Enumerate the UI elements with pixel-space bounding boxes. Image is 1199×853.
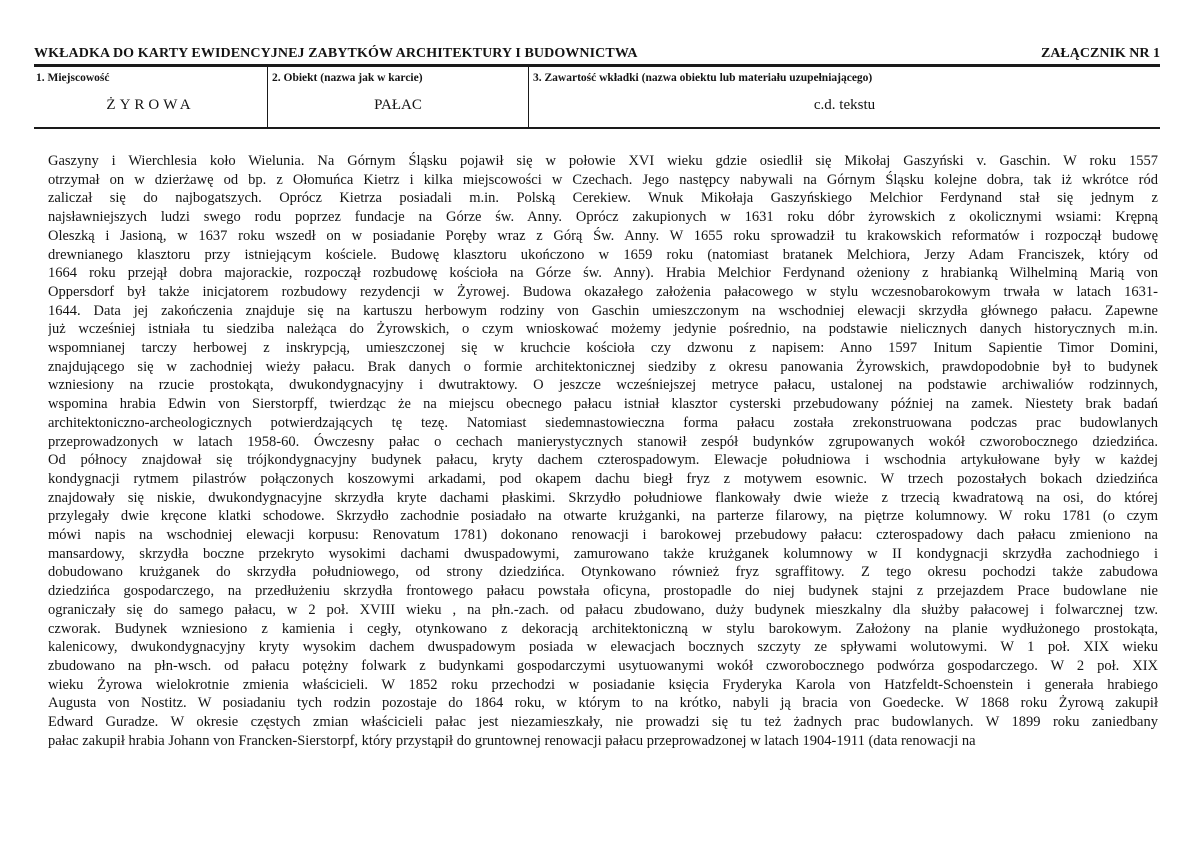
body-line: mansardowy, skrzydła boczne przekryto wysokimi dachami dwuspadowymi, zamurowano także krużganek kolumnowy w II kondygnacji skrzydła zachodniego i xyxy=(48,545,1158,562)
field-label: 2. Obiekt (nazwa jak w karcie) xyxy=(272,72,423,84)
annex-label: ZAŁĄCZNIK NR 1 xyxy=(1040,46,1160,61)
body-line: czworak. Budynek wzniesiono z kamienia i cegły, otynkowano z dekoracją architektoniczną w stylu barokowym. Założony na planie wydłużonego prostokąta, xyxy=(48,620,1158,637)
form-fields-row xyxy=(34,67,1160,129)
body-line: kalenicowy, dwukondygnacyjny kryty wysokim dachem dwuspadowym posiada w elewacjach bocznych szczyty ze spływami wolutowymi. W 1 poł. XIX wieku xyxy=(48,639,1158,656)
body-line: wspomnianej tarczy herbowej z inskrypcją, umieszczonej się w kruchcie kościoła czy dzwonu z napisem: Anno 1597 Initum Sapientie Timor Domini, xyxy=(48,340,1158,357)
field-label: 3. Zawartość wkładki (nazwa obiektu lub materiału uzupełniającego) xyxy=(533,72,873,84)
field-label: 1. Miejscowość xyxy=(36,72,110,84)
field-locality xyxy=(34,67,267,127)
body-line: dziedzińca gospodarczego, na przedłużeniu skrzydła frontowego pałacu powstała oficyna, prostopadle do niej budynek stajni z przejazdem Prace budowlane nie xyxy=(48,583,1158,600)
body-line: 1664 roku przejął dobra majorackie, rozpoczął rozbudowę kościoła na Górze św. Anny). Hrabia Melchior Ferdynand ożeniony z hrabianką Wilhelminą Marią von xyxy=(48,265,1158,282)
body-line: kondygnacji rytmem pilastrów połączonych koszowymi arkadami, pod okapem dachu biegł fryz z motywem esownic. W trzech pozostałych bokach dziedzińca xyxy=(48,470,1158,487)
body-line: Oleszką i Jasioną, w 1637 roku wszedł on w posiadanie Poręby wraz z Górą Św. Anny. W 1655 roku sprowadził tu krakowskich reformatów i rozpoczął budowę xyxy=(48,227,1158,244)
body-line: mówi napis na wschodniej elewacji korpusu: Renovatum 1781) dokonano renowacji i barokowej przebudowy pałacu: czterospadowy dach pałacu zmieniono na xyxy=(48,527,1158,544)
body-line: najsławniejszych ludzi swego rodu poprzez fundacje na Górze św. Anny. Oprócz zakupionych w 1631 roku dóbr żyrowskich z okolicznymi wsiami: Krępną xyxy=(48,209,1158,226)
body-line: wspomina hrabia Edwin von Sierstorpff, twierdząc że na miejscu obecnego pałacu istniał klasztor cysterski przebudowany później na zamek. Niestety brak badań xyxy=(48,396,1158,413)
form-title: WKŁADKA DO KARTY EWIDENCYJNEJ ZABYTKÓW ARCHITEKTURY I BUDOWNICTWA xyxy=(34,46,638,61)
body-line: otrzymał on w dzierżawę od bp. z Ołomuńca Kietrz i kilka miejscowości w Czechach. Jego następcy nabywali na Górnym Śląsku kolejne dobra, tak iż wkrótce ród xyxy=(48,171,1158,188)
body-line: architektoniczno-archeologicznych potwierdzających tę tezę. Natomiast siedemnastowieczna forma pałacu została zrekonstruowana podczas prac budowlanych xyxy=(48,414,1158,431)
body-line: znajdującego się w zachodniej wieży pałacu. Brak danych o formie architektonicznej siedziby z okresu panowania Żyrowskich, prawdopodobnie był to budynek xyxy=(48,358,1158,375)
body-line: dobudowano krużganek do skrzydła południowego, od strony dziedzińca. Otynkowano również fryz sgraffitowy. Z tego okresu pochodzi także zabudowa xyxy=(48,564,1158,581)
body-line: Gaszyny i Wierchlesia koło Wielunia. Na Górnym Śląsku pojawił się w połowie XVI wieku gdzie osiedlił się Mikołaj Gaszyński v. Gaschin. W roku 1557 xyxy=(48,153,1158,169)
body-line: zbudowano na płn-wsch. od pałacu potężny folwark z budynkami gospodarczymi usytuowanymi wokół czworobocznego podwórza gospodarczego. W 2 poł. XIX xyxy=(48,657,1158,674)
body-line: wzniesiony na rzucie prostokąta, dwukondygnacyjny i dwutraktowy. O jeszcze wcześniejszej metryce pałacu, ustalonej na podstawie archiwaliów rodzinnych, xyxy=(48,377,1158,394)
field-insert-content xyxy=(528,67,1160,127)
form-header xyxy=(34,46,1160,64)
body-line: ograniczały się do samego pałacu, w 2 poł. XVIII wieku , na płn.-zach. od pałacu zbudowano, duży budynek mieszkalny dla służby pałacowej i folwarcznej tzw. xyxy=(48,601,1158,618)
field-value: PAŁAC xyxy=(374,97,422,113)
body-line: znajdowały się niskie, dwukondygnacyjne skrzydła kryte dachami płaskimi. Skrzydło południowe flankowały dwie wieże z trzecią kwadratową na osi, do której xyxy=(48,489,1158,506)
field-value: ŻYROWA xyxy=(106,97,195,113)
field-object xyxy=(267,67,528,127)
body-line: pałac zakupił hrabia Johann von Francken-Sierstorpf, który przystąpił do gruntownej renowacji pałacu przeprowadzonej w latach 1904-1911 (data renowacji na xyxy=(48,732,976,749)
body-line: zaliczał się do najbogatszych. Oprócz Kietrza posiadali m.in. Polską Cerekiew. Wnuk Mikołaja Gaszyńskiego Melchior Ferdynand stał się jednym z xyxy=(48,190,1158,207)
body-line: przeprowadzonych w latach 1958-60. Ówczesny pałac o cechach manierystycznych stanowił zespół budynków zgrupowanych wokół czworobocznego dziedzińca. xyxy=(48,433,1158,450)
field-value: c.d. tekstu xyxy=(813,97,876,113)
body-line: Augusta von Nostitz. W posiadaniu tych rodzin pozostaje do 1864 roku, w którym to na krótko, nabyli ją bracia von Goedecke. W 1868 roku Żyrową zakupił xyxy=(48,695,1158,712)
body-line: Od północy znajdował się trójkondygnacyjny budynek pałacu, kryty dachem czterospadowym. Elewacje południowa i wschodnia artykułowane były w każdej xyxy=(48,452,1158,469)
body-line: Oppersdorf był także inicjatorem rozbudowy rezydencji w Żyrowej. Budowa okazałego założenia pałacowego w stylu wczesnobarokowym trwała w latach 1631- xyxy=(48,283,1158,300)
body-line: 1644. Data jej zakończenia znajduje się na kartuszu herbowym rodziny von Gaschin umieszczonym na wschodniej elewacji skrzydła głównego pałacu. Zapewne xyxy=(48,302,1158,319)
body-line: Edward Guradze. W okresie częstych zmian właścicieli pałac jest niezamieszkały, nie prowadzi się tu też żadnych prac budowlanych. W 1899 roku zaniedbany xyxy=(48,714,1158,731)
body-line: już wcześniej istniała tu siedziba należąca do Żyrowskich, o czym wnioskować możemy jedynie pośrednio, na podstawie nielicznych danych historycznych m.in. xyxy=(48,321,1158,338)
body-text xyxy=(48,152,1158,751)
body-line: drewnianego klasztoru przy istniejącym kościele. Budowę klasztoru ukończono w 1659 roku (natomiast bratanek Melchiora, Jerzy Adam Franciszek, który od xyxy=(48,246,1158,263)
body-line: przylegały dwie kręcone klatki schodowe. Skrzydło zachodnie posiadało na otwarte krużganki, na parterze filarowy, na piętrze kolumnowy. W roku 1781 (o czym xyxy=(48,508,1158,525)
body-line: wieku Żyrowa wielokrotnie zmienia właścicieli. W 1852 roku przechodzi w posiadanie księcia Fryderyka Karola von Hatzfeldt-Schoenstein i generała hrabiego xyxy=(48,676,1158,693)
